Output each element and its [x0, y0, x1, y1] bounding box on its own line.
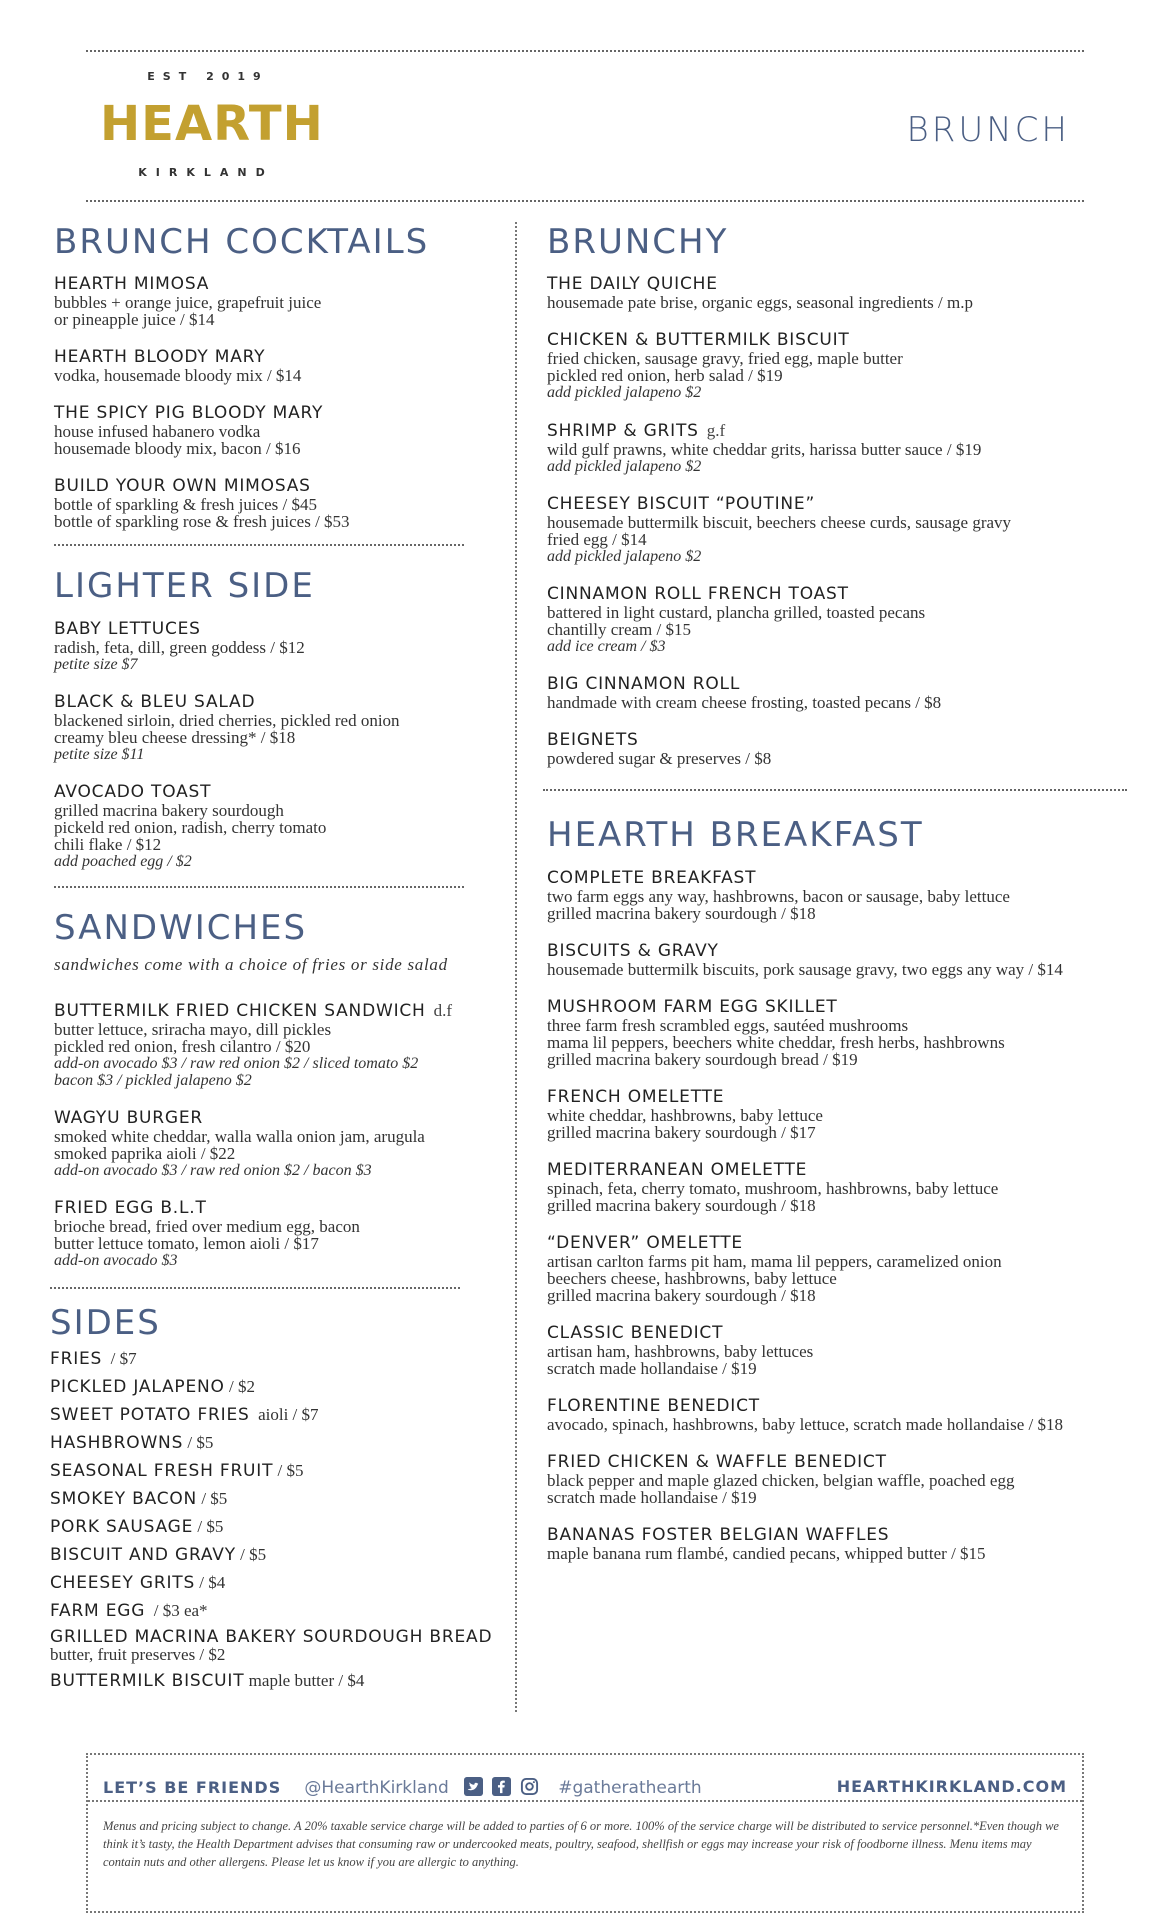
menu-item-title: CHEESEY BISCUIT “POUTINE” [547, 494, 816, 515]
menu-item-description: white cheddar, hashbrowns, baby lettuce [547, 1105, 823, 1125]
menu-item-name [54, 404, 494, 423]
menu-item [547, 1234, 1127, 1304]
side-item-price: / $5 [235, 1544, 267, 1564]
menu-item [547, 942, 1127, 978]
dietary-tag: g.f [706, 421, 726, 441]
menu-item [547, 495, 1127, 565]
menu-item-title: SHRIMP & GRITS [547, 421, 699, 442]
menu-item-addon: add-on avocado $3 / raw red onion $2 / bacon $3 [54, 1162, 372, 1180]
side-item-name: PORK SAUSAGE [50, 1516, 194, 1537]
side-item-name: BISCUIT AND GRAVY [50, 1544, 236, 1565]
section-hearth-breakfast [547, 817, 1127, 1561]
menu-item-addon: add poached egg / $2 [54, 852, 192, 870]
side-item [50, 1461, 494, 1481]
side-item [50, 1545, 494, 1565]
side-item-price: / $3 ea* [145, 1600, 208, 1620]
menu-item [54, 275, 494, 328]
menu-item [547, 331, 1127, 401]
menu-item-name [547, 1397, 1127, 1416]
side-item-price: / $5 [273, 1460, 304, 1480]
menu-item-description: maple banana rum flambé, candied pecans, whipped butter / $15 [547, 1543, 986, 1563]
section-note: sandwiches come with a choice of fries or side salad [54, 955, 448, 975]
side-item-name: SEASONAL FRESH FRUIT [50, 1460, 274, 1481]
menu-item-description: vodka, housemade bloody mix / $14 [54, 366, 302, 386]
menu-item-description: grilled macrina bakery sourdough bread / $19 [547, 1049, 858, 1069]
side-item-price: / $4 [195, 1572, 226, 1592]
section-divider [543, 789, 1127, 791]
menu-item [54, 783, 494, 870]
menu-item-title: THE SPICY PIG BLOODY MARY [54, 403, 324, 424]
section-title: SIDES [50, 1303, 161, 1344]
side-item [50, 1433, 494, 1453]
menu-item [54, 477, 494, 530]
menu-item-description: butter lettuce tomato, lemon aioli / $17 [54, 1234, 319, 1254]
twitter-icon[interactable] [464, 1777, 483, 1796]
menu-item-title: AVOCADO TOAST [54, 781, 212, 802]
menu-item-name [547, 1453, 1127, 1472]
menu-item-name [547, 869, 1127, 888]
menu-item-title: BISCUITS & GRAVY [547, 940, 719, 961]
menu-item-title: CHICKEN & BUTTERMILK BISCUIT [547, 330, 850, 351]
menu-item [547, 998, 1127, 1068]
footer-social [103, 1777, 702, 1800]
side-item-price: / $5 [193, 1516, 224, 1536]
menu-item-addon: petite size $7 [54, 655, 138, 673]
menu-item-title: BEIGNETS [547, 730, 639, 751]
menu-item-title: BUILD YOUR OWN MIMOSAS [54, 476, 311, 497]
menu-item-addon: add-on avocado $3 [54, 1252, 178, 1270]
menu-item [547, 275, 1127, 311]
section-title: SANDWICHES [54, 907, 308, 948]
menu-item-description: grilled macrina bakery sourdough [54, 800, 284, 820]
menu-item-description: black pepper and maple glazed chicken, belgian waffle, poached egg [547, 1470, 1015, 1490]
menu-item-name [547, 275, 1127, 294]
footer-friends-label: LET’S BE FRIENDS [103, 1778, 282, 1797]
menu-item-description: bubbles + orange juice, grapefruit juice [54, 293, 322, 313]
menu-item-description: housemade pate brise, organic eggs, seasonal ingredients / m.p [547, 293, 973, 313]
disclaimer: Menus and pricing subject to change. A 20% taxable service charge will be added to parties of 6 or more. 100% of the service charge will be distributed to service personnel.*Even though we think it’s tasty, the Health Department advises that consuming raw or undercooked meats, poultry, seafood, shellfish or eggs may increase your risk of foodborne illness. Menu items may contain nuts and other allergens. Please let us know if you are allergic to anything. [103, 1819, 1059, 1869]
menu-item-description: blackened sirloin, dried cherries, pickled red onion [54, 710, 400, 730]
right-column [547, 224, 1127, 1582]
menu-item-addon: petite size $11 [54, 745, 145, 763]
menu-item [547, 1526, 1127, 1562]
section-title: LIGHTER SIDE [54, 566, 315, 607]
side-item [50, 1601, 494, 1621]
side-item-name: PICKLED JALAPENO [50, 1376, 225, 1397]
menu-item-description: fried egg / $14 [547, 530, 647, 550]
side-item-price: aioli / $7 [249, 1404, 319, 1424]
menu-item [547, 1397, 1127, 1433]
footer [86, 1753, 1084, 1913]
menu-item-description: two farm eggs any way, hashbrowns, bacon or sausage, baby lettuce [547, 886, 1010, 906]
side-item [50, 1349, 494, 1369]
menu-item-title: FRIED EGG B.L.T [54, 1198, 207, 1219]
menu-item-title: “DENVER” OMELETTE [547, 1232, 743, 1253]
menu-item-addon: add pickled jalapeno $2 [547, 458, 702, 476]
side-item [50, 1377, 494, 1397]
menu-item-description: housemade buttermilk biscuits, pork sausage gravy, two eggs any way / $14 [547, 959, 1063, 979]
menu-item-title: FRIED CHICKEN & WAFFLE BENEDICT [547, 1451, 887, 1472]
header-top-divider [86, 50, 1084, 52]
menu-item-title: HEARTH MIMOSA [54, 274, 210, 295]
menu-item [547, 421, 1127, 475]
side-item-name: SWEET POTATO FRIES [50, 1404, 250, 1425]
facebook-icon[interactable] [492, 1777, 511, 1796]
menu-item-name [54, 783, 494, 802]
menu-item [547, 675, 1127, 711]
side-item-name: CHEESEY GRITS [50, 1572, 196, 1593]
section-divider [54, 886, 464, 888]
menu-item-name [54, 620, 494, 639]
section-brunch-cocktails [54, 224, 494, 530]
section-title: HEARTH BREAKFAST [547, 815, 924, 856]
dietary-tag: d.f [433, 1001, 453, 1021]
menu-item-addon: bacon $3 / pickled jalapeno $2 [54, 1072, 252, 1090]
menu-item-title: CLASSIC BENEDICT [547, 1322, 724, 1343]
menu-item-description: beechers cheese, hashbrowns, baby lettuce [547, 1268, 837, 1288]
menu-item-description: smoked paprika aioli / $22 [54, 1144, 236, 1164]
menu-item [547, 1324, 1127, 1377]
menu-item-name [54, 477, 494, 496]
side-item-price: / $2 [224, 1376, 255, 1396]
menu-item-description: mama lil peppers, beechers white cheddar, fresh herbs, hashbrowns [547, 1032, 1005, 1052]
menu-item-description: butter lettuce, sriracha mayo, dill pickles [54, 1020, 332, 1040]
column-divider [515, 222, 517, 1712]
menu-item-description: smoked white cheddar, walla walla onion jam, arugula [54, 1127, 425, 1147]
menu-item-description: three farm fresh scrambled eggs, sautéed mushrooms [547, 1015, 909, 1035]
menu-item-name [547, 675, 1127, 694]
menu-item [547, 1453, 1127, 1506]
menu-item-addon: add ice cream / $3 [547, 638, 666, 656]
menu-item-name [547, 1324, 1127, 1343]
menu-item-title: COMPLETE BREAKFAST [547, 867, 757, 888]
menu-item-title: BIG CINNAMON ROLL [547, 674, 741, 695]
menu-item-description: creamy bleu cheese dressing* / $18 [54, 727, 296, 747]
menu-item-description: radish, feta, dill, green goddess / $12 [54, 637, 305, 657]
menu-item-description: brioche bread, fried over medium egg, bacon [54, 1217, 360, 1237]
logo-wordmark: HEARTH [100, 96, 324, 152]
menu-item-name [54, 1001, 494, 1021]
side-item-price: / $7 [102, 1348, 137, 1368]
menu-item-description: grilled macrina bakery sourdough / $18 [547, 1195, 816, 1215]
menu-item-description: grilled macrina bakery sourdough / $17 [547, 1122, 816, 1142]
menu-item [547, 585, 1127, 655]
menu-item [547, 1088, 1127, 1141]
side-item [50, 1517, 494, 1537]
side-item-name: FARM EGG [50, 1600, 146, 1621]
side-item-name: GRILLED MACRINA BAKERY SOURDOUGH BREAD [50, 1626, 493, 1647]
menu-item-description: pickeld red onion, radish, cherry tomato [54, 817, 327, 837]
menu-item-title: MUSHROOM FARM EGG SKILLET [547, 996, 838, 1017]
menu-item-description: battered in light custard, plancha grilled, toasted pecans [547, 603, 926, 623]
menu-item-description: fried chicken, sausage gravy, fried egg, maple butter [547, 349, 903, 369]
side-item [50, 1626, 494, 1664]
menu-item-name [54, 1109, 494, 1128]
section-divider [54, 544, 464, 546]
social-handle[interactable]: @HearthKirkland [304, 1778, 449, 1798]
menu-item [547, 1161, 1127, 1214]
menu-item-name [54, 348, 494, 367]
side-item [50, 1489, 494, 1509]
menu-item [54, 1109, 494, 1179]
side-item-name: HASHBROWNS [50, 1432, 184, 1453]
menu-item [54, 404, 494, 457]
menu-item-name [54, 693, 494, 712]
menu-item-name [547, 1526, 1127, 1545]
menu-item-name [547, 421, 1127, 441]
menu-item-addon: add pickled jalapeno $2 [547, 384, 702, 402]
menu-item-description: grilled macrina bakery sourdough / $18 [547, 1285, 816, 1305]
section-sandwiches [54, 907, 494, 1270]
menu-item [547, 869, 1127, 922]
menu-item-description: wild gulf prawns, white cheddar grits, harissa butter sauce / $19 [547, 440, 982, 460]
page-title: BRUNCH [906, 110, 1070, 150]
hashtag[interactable]: #gatherathearth [558, 1778, 702, 1798]
side-item-price: / $5 [197, 1488, 228, 1508]
menu-item-description: pickled red onion, fresh cilantro / $20 [54, 1037, 311, 1057]
side-item-name: BUTTERMILK BISCUIT [50, 1670, 245, 1691]
section-title: BRUNCH COCKTAILS [54, 222, 430, 262]
menu-item-description: powdered sugar & preserves / $8 [547, 749, 772, 769]
menu-item-title: FRENCH OMELETTE [547, 1086, 725, 1107]
menu-item-name [547, 585, 1127, 604]
side-item-price: / $5 [183, 1432, 214, 1452]
menu-item [54, 348, 494, 384]
menu-item-title: WAGYU BURGER [54, 1108, 204, 1129]
menu-item-description: pickled red onion, herb salad / $19 [547, 366, 783, 386]
menu-item-title: BABY LETTUCES [54, 618, 201, 639]
menu-item-name [547, 942, 1127, 961]
section-title: BRUNCHY [547, 222, 729, 262]
menu-item [54, 693, 494, 763]
header-bottom-divider [86, 200, 1084, 202]
menu-item-description: chili flake / $12 [54, 834, 162, 854]
menu-item-description: artisan carlton farms pit ham, mama lil peppers, caramelized onion [547, 1251, 1002, 1271]
menu-item-name [547, 731, 1127, 750]
section-sides [50, 1305, 494, 1690]
menu-item-name [54, 275, 494, 294]
menu-item-name [547, 1088, 1127, 1107]
menu-item-title: BUTTERMILK FRIED CHICKEN SANDWICH [54, 1001, 426, 1022]
menu-item-description: chantilly cream / $15 [547, 620, 691, 640]
instagram-icon[interactable] [520, 1777, 539, 1796]
menu-item [54, 1001, 494, 1089]
menu-item-description: avocado, spinach, hashbrowns, baby lettuce, scratch made hollandaise / $18 [547, 1414, 1063, 1434]
menu-item-name [54, 1199, 494, 1218]
menu-item-description: bottle of sparkling rose & fresh juices / $53 [54, 512, 350, 532]
menu-item-description: or pineapple juice / $14 [54, 310, 215, 330]
side-item [50, 1405, 494, 1425]
menu-item-title: BLACK & BLEU SALAD [54, 691, 256, 712]
menu-item-name [547, 998, 1127, 1017]
menu-item-addon: add-on avocado $3 / raw red onion $2 / sliced tomato $2 [54, 1055, 419, 1073]
website-link[interactable]: HEARTHKIRKLAND.COM [836, 1777, 1067, 1796]
social-icons [464, 1777, 543, 1800]
menu-item-title: CINNAMON ROLL FRENCH TOAST [547, 584, 849, 605]
menu-item-description: handmade with cream cheese frosting, toasted pecans / $8 [547, 693, 942, 713]
menu-item [54, 620, 494, 673]
menu-item-description: housemade bloody mix, bacon / $16 [54, 439, 301, 459]
menu-item-name [547, 1234, 1127, 1253]
menu-item-description: scratch made hollandaise / $19 [547, 1358, 757, 1378]
side-item-name: FRIES [50, 1348, 103, 1369]
section-lighter-side [54, 568, 494, 869]
menu-item-description: grilled macrina bakery sourdough / $18 [547, 903, 816, 923]
section-brunchy [547, 224, 1127, 767]
side-item [50, 1671, 494, 1691]
menu-item-title: THE DAILY QUICHE [547, 274, 718, 295]
menu-item-title: MEDITERRANEAN OMELETTE [547, 1159, 808, 1180]
section-divider [50, 1287, 460, 1289]
menu-item-name [547, 1161, 1127, 1180]
side-item-name: SMOKEY BACON [50, 1488, 198, 1509]
menu-item-name [547, 331, 1127, 350]
menu-item-name [547, 495, 1127, 514]
side-item-price: maple butter / $4 [244, 1670, 365, 1690]
menu-item-title: BANANAS FOSTER BELGIAN WAFFLES [547, 1524, 890, 1545]
menu-item-title: HEARTH BLOODY MARY [54, 347, 266, 368]
menu-item [54, 1199, 494, 1269]
menu-item-title: FLORENTINE BENEDICT [547, 1395, 760, 1416]
side-item [50, 1573, 494, 1593]
menu-item-description: house infused habanero vodka [54, 422, 261, 442]
menu-item-description: artisan ham, hashbrowns, baby lettuces [547, 1341, 814, 1361]
side-item-description: butter, fruit preserves / $2 [50, 1644, 226, 1664]
logo-est: EST 2019 [147, 70, 269, 83]
menu-item-addon: add pickled jalapeno $2 [547, 548, 702, 566]
menu-item [547, 731, 1127, 767]
footer-divider [88, 1800, 1082, 1802]
logo-city: KIRKLAND [138, 166, 274, 179]
menu-item-description: housemade buttermilk biscuit, beechers cheese curds, sausage gravy [547, 513, 1012, 533]
menu-item-description: scratch made hollandaise / $19 [547, 1487, 757, 1507]
menu-item-description: bottle of sparkling & fresh juices / $45 [54, 495, 317, 515]
left-column [50, 222, 494, 1699]
menu-item-description: spinach, feta, cherry tomato, mushroom, hashbrowns, baby lettuce [547, 1178, 999, 1198]
